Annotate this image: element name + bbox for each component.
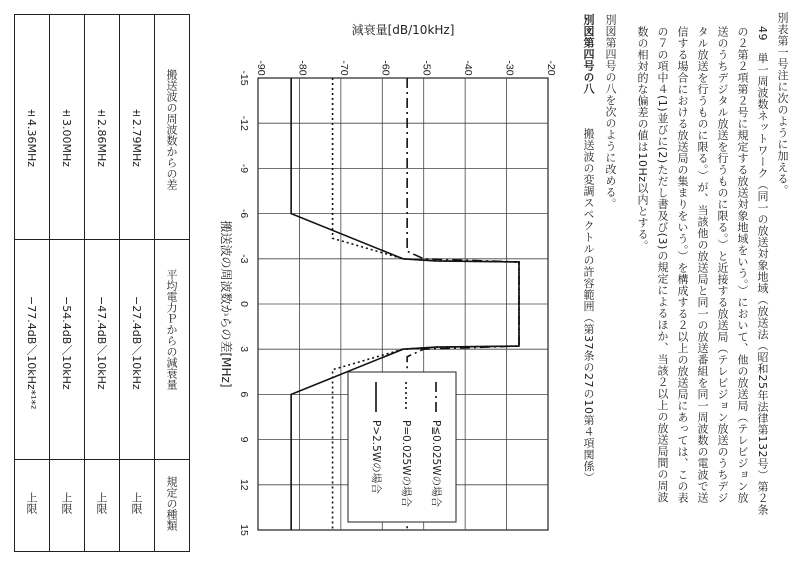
y-tick-label: -30 <box>503 60 516 76</box>
paragraph-line: タル放送を行うものに限る。）が、当該他の放送局と同一の放送番組を同一周波数の電波で送 <box>696 26 709 504</box>
x-tick-label: -3 <box>238 254 251 264</box>
x-tick-label: -9 <box>238 163 251 174</box>
y-tick-label: -60 <box>379 60 392 76</box>
paragraph-line: の２第２項第２号に規定する放送対象地域をいう。）において、他の放送局（テレビジョン放 <box>736 26 749 504</box>
table-cell: −27.4dB／10kHz <box>130 296 143 390</box>
table-cell: ±3.00MHz <box>60 106 73 168</box>
y-tick-label: -90 <box>255 60 267 76</box>
table-cell: ±2.79MHz <box>130 106 143 168</box>
paragraph-line: 信する場合における放送局の集まりをいう。）を構成する２以上の放送局にあっては、この表 <box>676 26 689 504</box>
paragraph-line: の７の項中４(1)並びに(2)ただし書及び(3)の規定によるほか、当該２以上の放送局間の周波 <box>656 26 669 503</box>
heading-text: 別表第一号注に次のように加える。 <box>776 12 789 196</box>
x-tick-label: -12 <box>238 115 251 131</box>
paragraph-line: 数の相対的な偏差の値は10Hz以内とする。 <box>636 26 649 252</box>
legend-label: P≦0.025Wの場合 <box>430 420 442 508</box>
x-tick-label: -6 <box>238 208 251 219</box>
paragraph-line: 送のうちデジタル放送を行うものに限る。）と近接する放送局（テレビジョン放送のうちデジ <box>716 26 729 504</box>
table-header: 搬送波の周波数からの差 <box>165 69 178 190</box>
figure-label: 別図第四号の八 <box>582 14 595 95</box>
table-cell: 上限 <box>60 492 73 514</box>
table-header: 規定の種類 <box>165 476 178 531</box>
legend-label: P>2.5Wの場合 <box>370 420 382 494</box>
table-header: 平均電力Ｐからの減衰量 <box>165 269 178 390</box>
x-tick-label: 15 <box>238 524 251 536</box>
y-tick-label: -40 <box>462 60 475 76</box>
table-cell: 上限 <box>95 492 108 514</box>
table-cell: −54.4dB／10kHz <box>60 296 73 390</box>
table-cell: ±2.86MHz <box>95 106 108 168</box>
y-tick-label: -80 <box>296 60 309 76</box>
table-cell: 上限 <box>130 492 143 514</box>
y-tick-label: -50 <box>420 60 433 76</box>
x-tick-label: 9 <box>238 436 251 443</box>
y-tick-label: -20 <box>545 60 557 76</box>
x-axis-title: 搬送波の周波数からの差[MHz] <box>219 220 233 388</box>
paragraph-line: 49 単一周波数ネットワーク（同一の放送対象地域（放送法（昭和25年法律第132号）第２条 <box>756 26 769 516</box>
x-tick-label: 3 <box>238 346 251 353</box>
table-cell: 上限 <box>25 492 38 514</box>
x-tick-label: 6 <box>238 391 251 398</box>
table-cell: ±4.36MHz <box>25 106 38 168</box>
table-cell: −77.4dB／10kHz*¹*² <box>25 296 38 410</box>
y-tick-label: -70 <box>337 60 350 76</box>
figure-title: 搬送波の変調スペクトルの許容範囲（第37条の27の10第４項関係） <box>582 128 595 484</box>
table-cell: −47.4dB／10kHz <box>95 296 108 390</box>
x-tick-label: 12 <box>238 478 251 491</box>
paragraph-line: 別図第四号の八を次のように改める。 <box>604 14 617 210</box>
x-tick-label: -15 <box>238 70 251 86</box>
legend-label: P=0.025Wの場合 <box>400 420 412 508</box>
x-tick-label: 0 <box>238 301 251 307</box>
spec-table <box>14 14 190 552</box>
y-axis-title: 減衰量[dB/10kHz] <box>351 23 455 37</box>
